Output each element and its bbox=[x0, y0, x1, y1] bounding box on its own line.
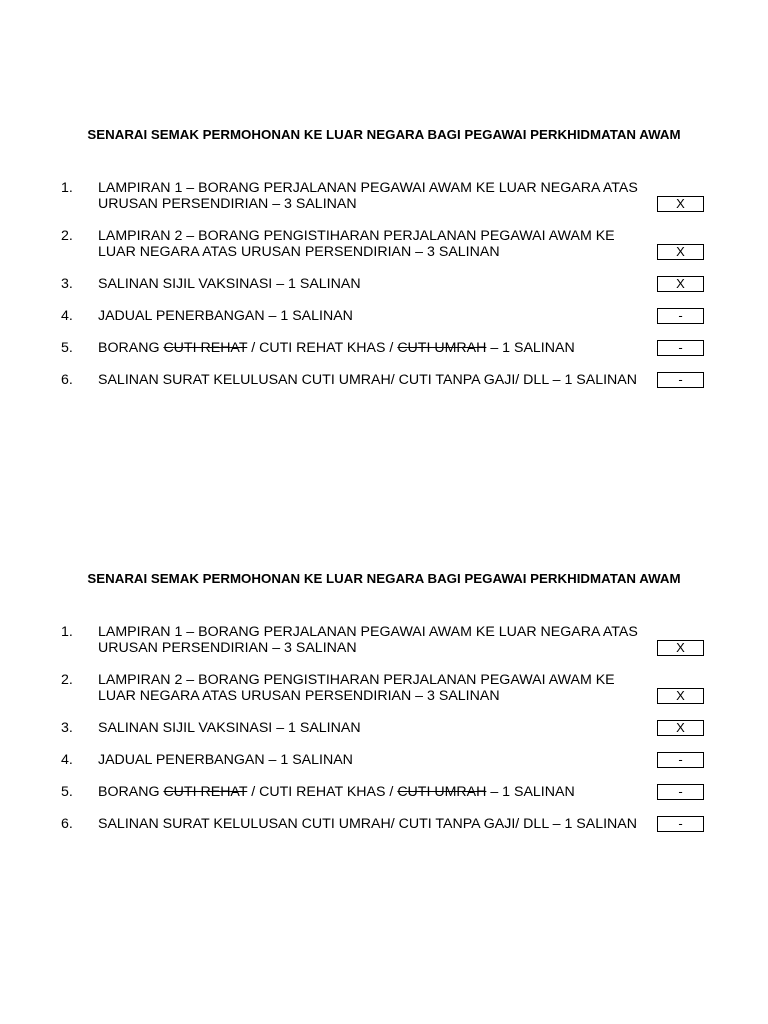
check-box: - bbox=[657, 340, 704, 356]
item-text bbox=[98, 672, 654, 704]
check-box: X bbox=[657, 244, 704, 260]
item-text-line-1: LAMPIRAN 2 – BORANG PENGISTIHARAN PERJALANAN PEGAWAI AWAM KE bbox=[98, 228, 615, 244]
item-text-suffix: – 1 SALINAN bbox=[486, 784, 575, 800]
item-text: JADUAL PENERBANGAN – 1 SALINAN bbox=[98, 752, 353, 768]
item-text: SALINAN SIJIL VAKSINASI – 1 SALINAN bbox=[98, 276, 361, 292]
item-text-line-2: LUAR NEGARA ATAS URUSAN PERSENDIRIAN – 3 SALINAN bbox=[98, 688, 500, 704]
item-text-line-2: URUSAN PERSENDIRIAN – 3 SALINAN bbox=[98, 640, 357, 656]
item-text-prefix: BORANG bbox=[98, 340, 164, 356]
check-box: X bbox=[657, 688, 704, 704]
item-text-line-1: LAMPIRAN 2 – BORANG PENGISTIHARAN PERJALANAN PEGAWAI AWAM KE bbox=[98, 672, 615, 688]
struck-text-cuti-rehat: CUTI REHAT bbox=[163, 784, 248, 800]
check-box: - bbox=[657, 372, 704, 388]
item-text-line-1: LAMPIRAN 1 – BORANG PERJALANAN PEGAWAI AWAM KE LUAR NEGARA ATAS bbox=[98, 624, 638, 640]
checklist-title: SENARAI SEMAK PERMOHONAN KE LUAR NEGARA BAGI PEGAWAI PERKHIDMATAN AWAM bbox=[87, 571, 681, 586]
item-number: 1. bbox=[61, 180, 73, 196]
item-number: 3. bbox=[61, 720, 73, 736]
check-box: - bbox=[657, 752, 704, 768]
item-number: 5. bbox=[61, 340, 73, 356]
struck-text-cuti-umrah: CUTI UMRAH bbox=[397, 784, 487, 800]
item-text-middle: / CUTI REHAT KHAS / bbox=[247, 340, 398, 356]
item-text bbox=[98, 340, 654, 356]
item-text-middle: / CUTI REHAT KHAS / bbox=[247, 784, 398, 800]
struck-text-cuti-umrah: CUTI UMRAH bbox=[397, 340, 487, 356]
item-number: 2. bbox=[61, 228, 73, 244]
item-number: 4. bbox=[61, 308, 73, 324]
struck-text-cuti-rehat: CUTI REHAT bbox=[163, 340, 248, 356]
checklist-title: SENARAI SEMAK PERMOHONAN KE LUAR NEGARA BAGI PEGAWAI PERKHIDMATAN AWAM bbox=[87, 127, 681, 142]
item-number: 5. bbox=[61, 784, 73, 800]
check-box: X bbox=[657, 196, 704, 212]
check-box: X bbox=[657, 640, 704, 656]
item-text: SALINAN SURAT KELULUSAN CUTI UMRAH/ CUTI TANPA GAJI/ DLL – 1 SALINAN bbox=[98, 816, 637, 832]
item-text bbox=[98, 180, 654, 212]
item-number: 6. bbox=[61, 372, 73, 388]
item-text-line-1: LAMPIRAN 1 – BORANG PERJALANAN PEGAWAI AWAM KE LUAR NEGARA ATAS bbox=[98, 180, 638, 196]
check-box: X bbox=[657, 276, 704, 292]
item-text-suffix: – 1 SALINAN bbox=[486, 340, 575, 356]
item-text-line-2: URUSAN PERSENDIRIAN – 3 SALINAN bbox=[98, 196, 357, 212]
item-number: 2. bbox=[61, 672, 73, 688]
check-box: - bbox=[657, 784, 704, 800]
check-box: - bbox=[657, 308, 704, 324]
item-number: 1. bbox=[61, 624, 73, 640]
item-number: 6. bbox=[61, 816, 73, 832]
item-text bbox=[98, 228, 654, 260]
item-text bbox=[98, 624, 654, 656]
item-text-line-2: LUAR NEGARA ATAS URUSAN PERSENDIRIAN – 3 SALINAN bbox=[98, 244, 500, 260]
item-text-prefix: BORANG bbox=[98, 784, 164, 800]
item-number: 4. bbox=[61, 752, 73, 768]
item-text: SALINAN SIJIL VAKSINASI – 1 SALINAN bbox=[98, 720, 361, 736]
check-box: X bbox=[657, 720, 704, 736]
item-text: SALINAN SURAT KELULUSAN CUTI UMRAH/ CUTI TANPA GAJI/ DLL – 1 SALINAN bbox=[98, 372, 637, 388]
item-number: 3. bbox=[61, 276, 73, 292]
item-text bbox=[98, 784, 654, 800]
check-box: - bbox=[657, 816, 704, 832]
item-text: JADUAL PENERBANGAN – 1 SALINAN bbox=[98, 308, 353, 324]
